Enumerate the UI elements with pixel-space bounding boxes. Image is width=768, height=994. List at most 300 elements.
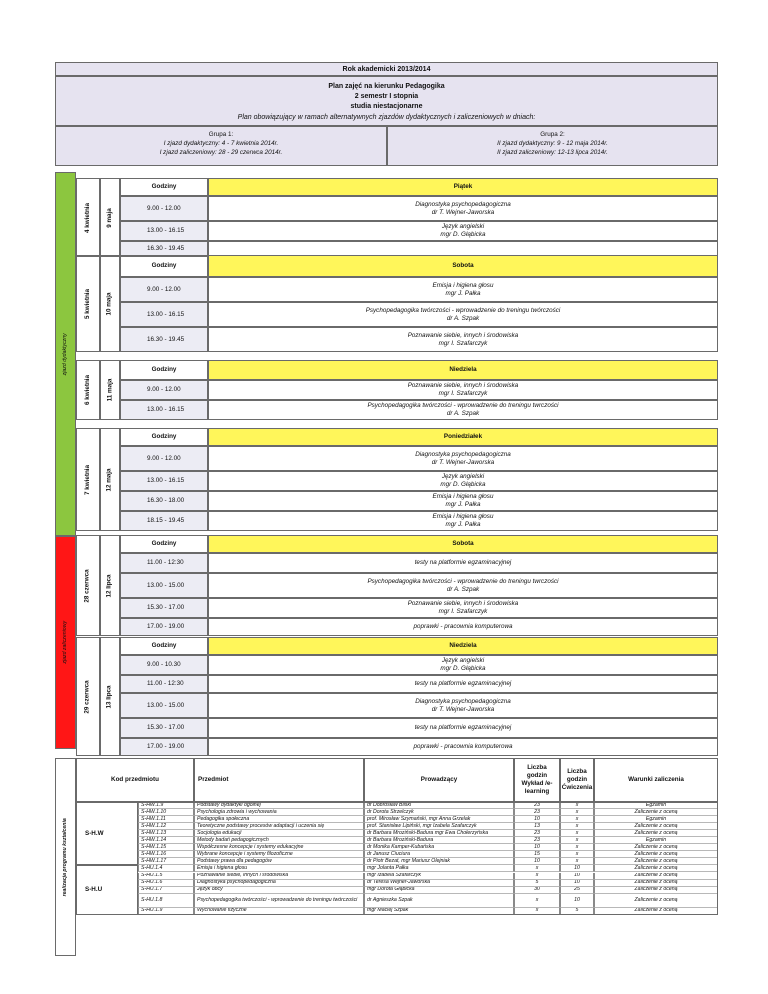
program-cell-z-text: Zaliczenie z oceną: [634, 872, 678, 879]
date-label-group2-text: 11 maja: [106, 378, 114, 402]
program-cell-subject-text: Współczesne koncepcje i systemy edukacyjne: [197, 844, 304, 851]
date-label-group1: [76, 360, 100, 420]
program-cell-z-text: Zaliczenie z oceną: [634, 809, 678, 815]
hours-header-text: Godziny: [151, 433, 177, 440]
program-cell-code-text: S-HW.1.10: [141, 809, 167, 815]
program-cell-teacher: [364, 823, 514, 830]
program-cell-z: [594, 858, 718, 865]
program-group-label: [76, 802, 138, 865]
side-label-dydaktyczny: [55, 172, 76, 536]
class-subject: Psychopedagogika twórczości - wprowadzenie do treningu twrczości: [367, 402, 559, 409]
class-teacher: mgr D. Głąbicka: [440, 481, 486, 488]
date-label-group1: [76, 428, 100, 531]
day-header-text: Sobota: [452, 540, 474, 547]
program-cell-w: [514, 837, 560, 844]
time-slot-text: 9.00 - 12.00: [147, 204, 181, 212]
time-slot-text: 11.00 - 12:30: [147, 559, 184, 566]
program-cell-subject: [194, 880, 364, 887]
program-cell-w-text: x: [535, 872, 539, 879]
date-label-group1: [76, 535, 100, 636]
academic-year-text: Rok akademicki 2013/2014: [342, 65, 431, 73]
time-slot-text: 9.00 - 12.00: [147, 454, 181, 462]
group-2-line1: II zjazd dydaktyczny: 9 - 12 maja 2014r.: [497, 140, 608, 147]
group-2-title: Grupa 2:: [540, 131, 565, 138]
time-slot: [120, 738, 208, 756]
col-header-exercise-hours-text: Liczba godzin Ćwiczenia: [561, 768, 593, 791]
program-cell-z-text: Zaliczenie z oceną: [634, 851, 678, 858]
time-slot-text: 17.00 - 19.00: [147, 743, 185, 750]
col-header-lecture-hours: [514, 758, 560, 802]
program-cell-teacher-text: dr Dobrosław Bilski: [367, 802, 412, 808]
day-header-text: Sobota: [452, 262, 474, 269]
program-cell-w-text: 5: [535, 879, 539, 886]
class-subject: Psychopedagogika twórczości - wprowadzenie do treningu twrczości: [367, 577, 559, 585]
date-label-group2-text: 9 maja: [106, 207, 114, 228]
program-cell-subject: [194, 894, 364, 908]
date-label-group2-text: 12 maja: [106, 467, 114, 492]
program-cell-code: [138, 887, 194, 894]
program-cell-code-text: S-HW.1.11: [141, 816, 166, 822]
program-cell-z-text: Zaliczenie z oceną: [634, 858, 678, 865]
program-cell-c-text: x: [575, 809, 579, 815]
day-header: [208, 637, 718, 655]
program-cell-teacher: [364, 851, 514, 858]
program-cell-c-text: 10: [574, 865, 580, 872]
program-cell-subject-text: Pedagogika społeczna: [197, 816, 250, 822]
program-cell-z: [594, 894, 718, 908]
program-cell-subject: [194, 802, 364, 809]
program-cell-teacher: [364, 809, 514, 816]
program-cell-subject: [194, 858, 364, 865]
program-cell-z: [594, 802, 718, 809]
class-cell: [208, 380, 718, 400]
program-cell-teacher: [364, 887, 514, 894]
program-cell-teacher: [364, 865, 514, 872]
program-cell-subject-text: Podstawy dydaktyki ogólnej: [197, 802, 261, 808]
program-cell-c: [560, 809, 594, 816]
program-cell-w-text: 23: [534, 809, 540, 815]
program-cell-c-text: x: [575, 837, 579, 843]
day-header-text: Poniedziałek: [443, 433, 483, 440]
class-subject: Emisja i higiena głosu: [432, 493, 494, 500]
time-slot: [120, 675, 208, 693]
time-slot-text: 16.30 - 18.00: [147, 497, 185, 504]
plan-mode: studia niestacjonarne: [350, 103, 423, 110]
group-2-line2: II zjazd zaliczeniowy: 12-13 lipca 2014r.: [497, 149, 608, 156]
program-cell-teacher-text: dr Agnieszka Szpak: [367, 896, 413, 903]
program-cell-w: [514, 830, 560, 837]
program-cell-w-text: 10: [534, 844, 540, 851]
program-cell-code: [138, 858, 194, 865]
col-header-subject: [194, 758, 364, 802]
col-header-conditions: [594, 758, 718, 802]
class-cell: [208, 675, 718, 693]
program-cell-subject: [194, 837, 364, 844]
date-label-group2: [100, 637, 120, 756]
day-header: [208, 428, 718, 446]
program-cell-teacher-text: dr Monika Kamper-Kubańska: [367, 844, 435, 851]
program-cell-code: [138, 823, 194, 830]
class-teacher: mgr J. Pałka: [445, 289, 481, 297]
program-cell-teacher: [364, 837, 514, 844]
col-header-code: [76, 758, 194, 802]
program-cell-c: [560, 880, 594, 887]
class-subject: Poznawanie siebie, innych i środowiska: [407, 600, 519, 607]
program-cell-teacher: [364, 894, 514, 908]
plan-header: [55, 76, 718, 126]
class-subject: Język angielski: [441, 223, 485, 230]
program-cell-z: [594, 908, 718, 915]
group-1-info: [55, 126, 387, 166]
class-teacher: mgr J. Pałka: [445, 501, 481, 508]
program-cell-w-text: 23: [534, 802, 540, 808]
program-cell-subject-text: Podstawy prawa dla pedagogów: [197, 858, 272, 865]
hours-header: [120, 535, 208, 553]
program-cell-code-text: S-HW.1.14: [141, 837, 167, 843]
time-slot-text: 13.00 - 15.00: [147, 701, 185, 709]
date-label-group1: [76, 637, 100, 756]
time-slot: [120, 302, 208, 327]
hours-header: [120, 428, 208, 446]
time-slot-text: 17.00 - 19.00: [147, 623, 185, 630]
time-slot-text: 15.30 - 17.00: [147, 724, 185, 731]
program-cell-subject-text: Teoretyczne podstawy procesów adaptacji i uczenia się: [197, 823, 325, 829]
program-cell-w: [514, 802, 560, 809]
program-cell-c: [560, 873, 594, 880]
class-subject: Diagnostyka psychopedagogiczna: [415, 450, 511, 458]
class-cell: [208, 471, 718, 491]
class-teacher: mgr D. Głąbicka: [440, 665, 486, 672]
class-cell: [208, 511, 718, 531]
program-cell-w-text: 13: [534, 823, 540, 829]
hours-header-text: Godziny: [151, 642, 177, 649]
program-group-label: [76, 865, 138, 914]
class-teacher: dr A. Szpak: [446, 585, 480, 593]
program-cell-w: [514, 816, 560, 823]
time-slot-text: 15.30 - 17.00: [147, 604, 185, 611]
class-cell: [208, 491, 718, 511]
hours-header-text: Godziny: [151, 183, 177, 190]
class-cell: [208, 693, 718, 718]
program-cell-c: [560, 837, 594, 844]
program-cell-w: [514, 887, 560, 894]
program-cell-c-text: x: [575, 816, 579, 822]
time-slot: [120, 196, 208, 221]
time-slot-text: 9.00 - 12.00: [147, 386, 181, 393]
program-cell-code: [138, 837, 194, 844]
program-cell-z-text: Egzamin: [645, 802, 667, 808]
program-cell-teacher-text: mgr Izabela Szafarczyk: [367, 872, 421, 879]
program-cell-w-text: 23: [534, 837, 540, 843]
time-slot: [120, 718, 208, 738]
hours-header: [120, 360, 208, 380]
time-slot: [120, 471, 208, 491]
program-cell-w-text: x: [535, 907, 539, 914]
class-teacher: dr T. Wejner-Jaworska: [431, 458, 495, 466]
program-cell-code-text: S-HW.1.15: [141, 844, 167, 851]
program-cell-w: [514, 880, 560, 887]
program-cell-c: [560, 816, 594, 823]
class-subject: Psychopedagogika twórczości - wprowadzenie do treningu twórczości: [365, 306, 561, 314]
program-cell-z-text: Zaliczenie z oceną: [634, 907, 678, 914]
date-label-group2: [100, 178, 120, 257]
program-cell-c-text: x: [575, 844, 579, 851]
program-cell-teacher: [364, 816, 514, 823]
program-cell-teacher: [364, 844, 514, 851]
class-cell: [208, 618, 718, 636]
time-slot-text: 9.00 - 10.30: [147, 661, 181, 668]
class-subject: testy na platformie egzaminacyjnej: [414, 680, 512, 687]
time-slot-text: 16.30 - 19.45: [147, 245, 185, 252]
program-cell-teacher-text: prof. Mirosław Szymański, mgr Anna Grzelak: [367, 816, 471, 822]
program-cell-z: [594, 823, 718, 830]
date-label-group2-text: 13 lipca: [106, 684, 114, 709]
program-cell-subject-text: Metody badań pedagogicznych: [197, 837, 269, 843]
program-cell-w: [514, 865, 560, 872]
program-cell-code: [138, 873, 194, 880]
date-label-group1-text: 28 czerwca: [84, 568, 92, 603]
class-teacher: mgr I. Szafarczyk: [438, 339, 488, 347]
day-header: [208, 255, 718, 277]
time-slot-text: 13.00 - 16.15: [147, 406, 185, 413]
side-label-dydaktyczny-text: zjazd dydaktyczny: [62, 332, 69, 376]
program-cell-code: [138, 880, 194, 887]
program-cell-subject-text: Wybrane koncepcje i systemy filozoficzne: [197, 851, 293, 858]
time-slot-text: 13.00 - 16.15: [147, 477, 185, 484]
class-teacher: mgr I. Szafarczyk: [438, 390, 488, 397]
hours-header: [120, 637, 208, 655]
program-cell-c-text: 10: [574, 879, 580, 886]
group-1-title: Grupa 1:: [208, 131, 234, 138]
side-label-zaliczeniowy-text: zjazd zaliczeniowy: [62, 621, 69, 664]
program-cell-c-text: x: [575, 823, 579, 829]
program-cell-subject: [194, 873, 364, 880]
program-cell-z-text: Zaliczenie z oceną: [634, 886, 678, 893]
program-cell-code: [138, 844, 194, 851]
time-slot-text: 9.00 - 12.00: [147, 285, 181, 293]
program-cell-teacher-text: prof. Stanisław Lipiński, mgr Izabela Szafarczyk: [367, 823, 477, 829]
date-label-group1: [76, 255, 100, 352]
col-header-exercise-hours: [560, 758, 594, 802]
program-cell-c: [560, 908, 594, 915]
col-header-conditions-text: Warunki zaliczenia: [628, 776, 684, 783]
class-cell: [208, 302, 718, 327]
program-cell-code-text: S-HU.1.4: [141, 865, 163, 872]
program-cell-teacher-text: dr Piotr Bezat, mgr Mariusz Olejniak: [367, 858, 451, 865]
program-cell-z-text: Egzamin: [645, 816, 667, 822]
class-subject: poprawki - pracownia komputerowa: [413, 743, 513, 750]
class-subject: testy na platformie egzaminacyjnej: [414, 559, 512, 566]
class-teacher: dr T. Wejner-Jaworska: [431, 705, 495, 713]
program-cell-subject: [194, 851, 364, 858]
program-cell-c: [560, 858, 594, 865]
program-cell-z-text: Zaliczenie z oceną: [634, 830, 678, 836]
program-cell-subject-text: Socjologia edukacji: [197, 830, 242, 836]
class-cell: [208, 221, 718, 241]
program-cell-subject: [194, 830, 364, 837]
group-1-line2: I zjazd zaliczeniowy: 28 - 29 czerwca 2014r.: [159, 149, 283, 156]
date-label-group1-text: 6 kwietnia: [84, 374, 92, 406]
side-label-realizacja-text: realizacja programu kształcenia: [62, 817, 69, 897]
program-cell-teacher-text: dr Dorota Strzelczyk: [367, 809, 414, 815]
class-subject: poprawki - pracownia komputerowa: [413, 623, 513, 630]
program-cell-c-text: x: [575, 802, 579, 808]
date-label-group1-text: 4 kwietnia: [84, 202, 92, 233]
academic-year: [55, 62, 718, 76]
program-cell-w: [514, 844, 560, 851]
date-label-group2: [100, 428, 120, 531]
time-slot: [120, 221, 208, 241]
program-cell-code: [138, 816, 194, 823]
time-slot: [120, 573, 208, 598]
program-cell-w-text: x: [535, 896, 539, 903]
time-slot: [120, 400, 208, 420]
program-cell-teacher: [364, 802, 514, 809]
program-cell-subject-text: Diagnostyka psychopedagogiczna: [197, 879, 276, 886]
class-cell: [208, 655, 718, 675]
class-cell: [208, 400, 718, 420]
program-cell-teacher: [364, 873, 514, 880]
class-cell: [208, 738, 718, 756]
program-cell-c-text: 10: [574, 872, 580, 879]
col-header-code-text: Kod przedmiotu: [111, 776, 159, 783]
program-cell-code-text: S-HU.1.8: [141, 896, 163, 903]
program-cell-w: [514, 823, 560, 830]
class-cell: [208, 598, 718, 618]
program-cell-c-text: 10: [574, 896, 580, 903]
program-cell-code: [138, 830, 194, 837]
date-label-group2-text: 12 lipca: [106, 573, 114, 598]
class-subject: Poznawanie siebie, innych i środowiska: [407, 331, 519, 339]
time-slot: [120, 618, 208, 636]
program-group-label-text: S-H.U: [85, 886, 103, 894]
program-cell-c-text: x: [575, 851, 579, 858]
program-cell-c: [560, 830, 594, 837]
class-subject: Diagnostyka psychopedagogiczna: [415, 697, 511, 705]
program-cell-teacher-text: dr Barbara Mroziński-Badura: [367, 837, 434, 843]
program-cell-teacher: [364, 908, 514, 915]
program-cell-teacher-text: mgr Dorota Głąbicka: [367, 886, 415, 893]
group-2-info: [387, 126, 718, 166]
program-cell-c: [560, 887, 594, 894]
program-cell-z: [594, 844, 718, 851]
program-cell-code-text: S-HW.1.9: [141, 802, 164, 808]
time-slot-text: 13.00 - 16.15: [147, 310, 185, 318]
program-cell-w-text: 15: [534, 851, 540, 858]
time-slot: [120, 446, 208, 471]
program-cell-c-text: 25: [574, 886, 580, 893]
program-cell-z: [594, 816, 718, 823]
program-cell-z-text: Egzamin: [645, 837, 667, 843]
program-cell-z: [594, 880, 718, 887]
plan-semester: 2 semestr I stopnia: [354, 93, 419, 100]
program-cell-z: [594, 830, 718, 837]
program-cell-w: [514, 908, 560, 915]
program-cell-subject: [194, 908, 364, 915]
day-header: [208, 535, 718, 553]
program-cell-z: [594, 837, 718, 844]
date-label-group1-text: 29 czerwca: [84, 679, 92, 714]
program-cell-c: [560, 844, 594, 851]
hours-header: [120, 178, 208, 196]
program-cell-code-text: S-HW.1.12: [141, 823, 167, 829]
program-cell-z: [594, 865, 718, 872]
program-cell-code: [138, 851, 194, 858]
side-label-realizacja: [55, 758, 76, 956]
class-teacher: mgr D. Głąbicka: [440, 231, 486, 238]
program-cell-z: [594, 873, 718, 880]
date-label-group2: [100, 255, 120, 352]
class-cell: [208, 277, 718, 302]
program-cell-code-text: S-HU.1.9: [141, 907, 163, 914]
date-label-group2: [100, 535, 120, 636]
program-cell-z: [594, 809, 718, 816]
col-header-teacher: [364, 758, 514, 802]
class-teacher: dr A. Szpak: [446, 314, 480, 322]
program-cell-w-text: x: [535, 865, 539, 872]
program-cell-code: [138, 865, 194, 872]
program-cell-w: [514, 894, 560, 908]
col-header-subject-text: Przedmiot: [198, 776, 229, 783]
program-cell-teacher-text: dr Teresa Wejner-Jaworska: [367, 879, 431, 886]
program-cell-subject-text: Wychowanie fizyczne: [197, 907, 247, 914]
time-slot-text: 18.15 - 19.45: [147, 517, 185, 524]
plan-title: Plan zajęć na kierunku Pedagogika: [328, 83, 445, 90]
program-cell-subject: [194, 809, 364, 816]
program-cell-subject-text: Poznawanie siebie, innych i środowiska: [197, 872, 289, 879]
side-label-zaliczeniowy: [55, 536, 76, 749]
program-cell-subject: [194, 865, 364, 872]
program-cell-subject-text: Język obcy: [197, 886, 223, 893]
program-cell-teacher-text: dr Barbara Mroziński-Badura mgr Ewa Chołerzyńska: [367, 830, 489, 836]
hours-header-text: Godziny: [151, 366, 177, 373]
date-label-group1-text: 7 kwietnia: [84, 464, 92, 495]
program-cell-code-text: S-HU.1.5: [141, 872, 163, 879]
day-header: [208, 178, 718, 196]
program-cell-z: [594, 851, 718, 858]
class-subject: Język angielski: [441, 657, 485, 664]
program-cell-w-text: 10: [534, 816, 540, 822]
class-teacher: dr T. Wejner-Jaworska: [431, 208, 495, 216]
program-cell-teacher-text: mgr Maciej Szpak: [367, 907, 409, 914]
date-label-group1-text: 5 kwietnia: [84, 288, 92, 319]
program-cell-z-text: Zaliczenie z oceną: [634, 823, 678, 829]
class-teacher: dr A. Szpak: [446, 410, 480, 417]
day-header-text: Piątek: [453, 183, 473, 190]
program-cell-teacher: [364, 858, 514, 865]
time-slot: [120, 327, 208, 352]
program-cell-c-text: x: [575, 858, 579, 865]
time-slot: [120, 693, 208, 718]
time-slot-text: 13.00 - 15.00: [147, 581, 185, 589]
class-subject: testy na platformie egzaminacyjnej: [414, 724, 512, 731]
program-cell-subject: [194, 816, 364, 823]
day-header-text: Niedziela: [449, 366, 477, 373]
date-label-group2-text: 10 maja: [106, 291, 114, 316]
class-subject: Język angielski: [441, 473, 485, 480]
program-cell-c: [560, 802, 594, 809]
program-group-label-text: S-H.W: [85, 829, 104, 837]
program-cell-code-text: S-HW.1.17: [141, 858, 167, 865]
program-cell-code: [138, 908, 194, 915]
program-cell-w-text: 23: [534, 830, 540, 836]
class-subject: Poznawanie siebie, innych i środowiska: [407, 382, 519, 389]
time-slot: [120, 553, 208, 573]
program-cell-subject: [194, 823, 364, 830]
program-cell-w-text: 30: [534, 886, 540, 893]
time-slot: [120, 491, 208, 511]
time-slot-text: 13.00 - 16.15: [147, 227, 185, 234]
